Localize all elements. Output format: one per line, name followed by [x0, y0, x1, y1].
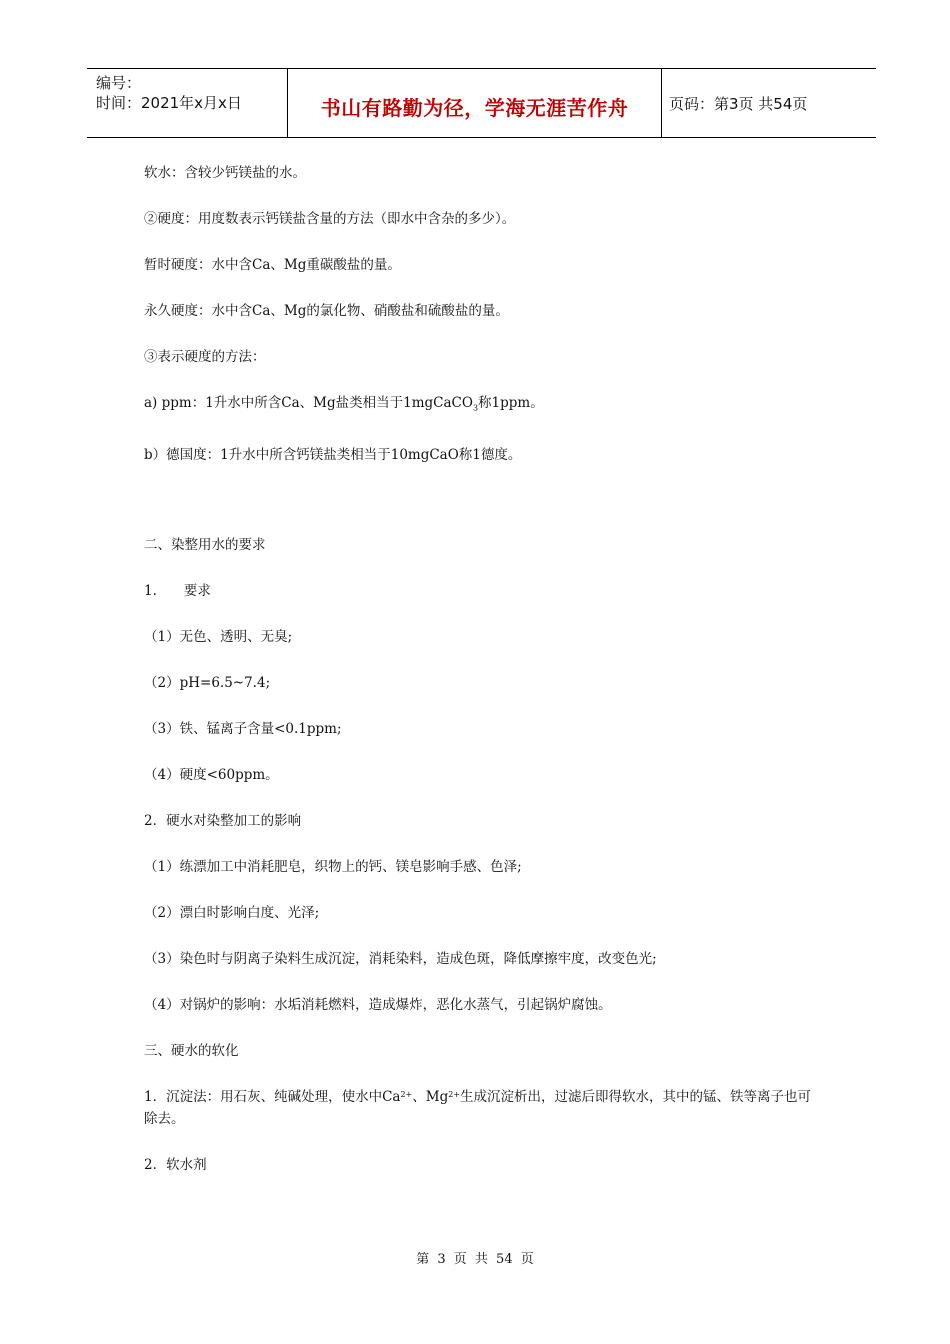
- list-item-effect1: （1）练漂加工中消耗肥皂，织物上的钙、镁皂影响手感、色泽;: [144, 858, 522, 875]
- list-item-effect4: （4）对锅炉的影响：水垢消耗燃料，造成爆炸，恶化水蒸气，引起锅炉腐蚀。: [144, 996, 612, 1013]
- list-item-req2: （2）pH=6.5~7.4;: [144, 674, 271, 691]
- paragraph-permanent-hardness: 永久硬度：水中含Ca、Mg的氯化物、硝酸盐和硫酸盐的量。: [144, 303, 509, 319]
- paragraph-precipitation: [144, 1086, 824, 1130]
- list-item-req3: （3）铁、锰离子含量<0.1ppm;: [144, 720, 342, 737]
- paragraph-soft-water: 软水：含较少钙镁盐的水。: [144, 165, 306, 181]
- precip-text-a: 1．沉淀法：用石灰、纯碱处理，使水中Ca: [144, 1088, 401, 1105]
- header-page-info: 页码：第3页 共54页: [669, 95, 808, 113]
- paragraph-ppm: [144, 392, 824, 420]
- list-item-req1: （1）无色、透明、无臭;: [144, 628, 293, 645]
- list-item-req4: （4）硬度<60ppm。: [144, 766, 279, 783]
- list-item-effect3: （3）染色时与阴离子染料生成沉淀，消耗染料，造成色斑，降低摩擦牢度，改变色光;: [144, 950, 657, 967]
- header-motto: 书山有路勤为径，学海无涯苦作舟: [320, 96, 629, 120]
- subheading-requirements: 1. 要求: [144, 582, 211, 599]
- paragraph-german-degree: b）德国度：1升水中所含钙镁盐类相当于10mgCaO称1德度。: [144, 446, 522, 463]
- precip-text-b: 、Mg: [412, 1088, 449, 1105]
- ppm-text-a: a) ppm：1升水中所含Ca、Mg盐类相当于1mgCaCO: [144, 395, 473, 411]
- header-left-cell: [87, 69, 287, 137]
- ppm-subscript: 3: [472, 403, 479, 413]
- section-heading-2: 二、染整用水的要求: [144, 536, 266, 553]
- mg-charge-superscript: 2+: [448, 1089, 461, 1099]
- ppm-text-b: 称1ppm。: [478, 395, 544, 411]
- ca-charge-superscript: 2+: [400, 1089, 413, 1099]
- page-footer: 第 3 页 共 54 页: [416, 1252, 534, 1267]
- list-item-effect2: （2）漂白时影响白度、光泽;: [144, 904, 320, 921]
- header-right-cell: [661, 69, 876, 137]
- document-number-label: 编号：: [96, 74, 142, 92]
- page-header: [87, 68, 876, 138]
- document-date: 时间：2021年x月x日: [96, 94, 242, 112]
- subheading-effects: 2．硬水对染整加工的影响: [144, 812, 302, 829]
- paragraph-hardness-methods-title: ③表示硬度的方法：: [144, 349, 266, 365]
- section-heading-3: 三、硬水的软化: [144, 1042, 239, 1059]
- paragraph-hardness-definition: ②硬度：用度数表示钙镁盐含量的方法（即水中含杂的多少）。: [144, 211, 516, 227]
- header-motto-cell: [287, 69, 662, 137]
- document-body: [144, 162, 824, 1176]
- section-spacer: [144, 466, 824, 534]
- paragraph-temporary-hardness: 暂时硬度：水中含Ca、Mg重碳酸盐的量。: [144, 257, 401, 273]
- precip-text-c: 生成沉淀析出，过滤后即得软水，其中的锰、铁等离子也可除去。: [144, 1088, 812, 1127]
- subheading-softener: 2．软水剂: [144, 1156, 207, 1173]
